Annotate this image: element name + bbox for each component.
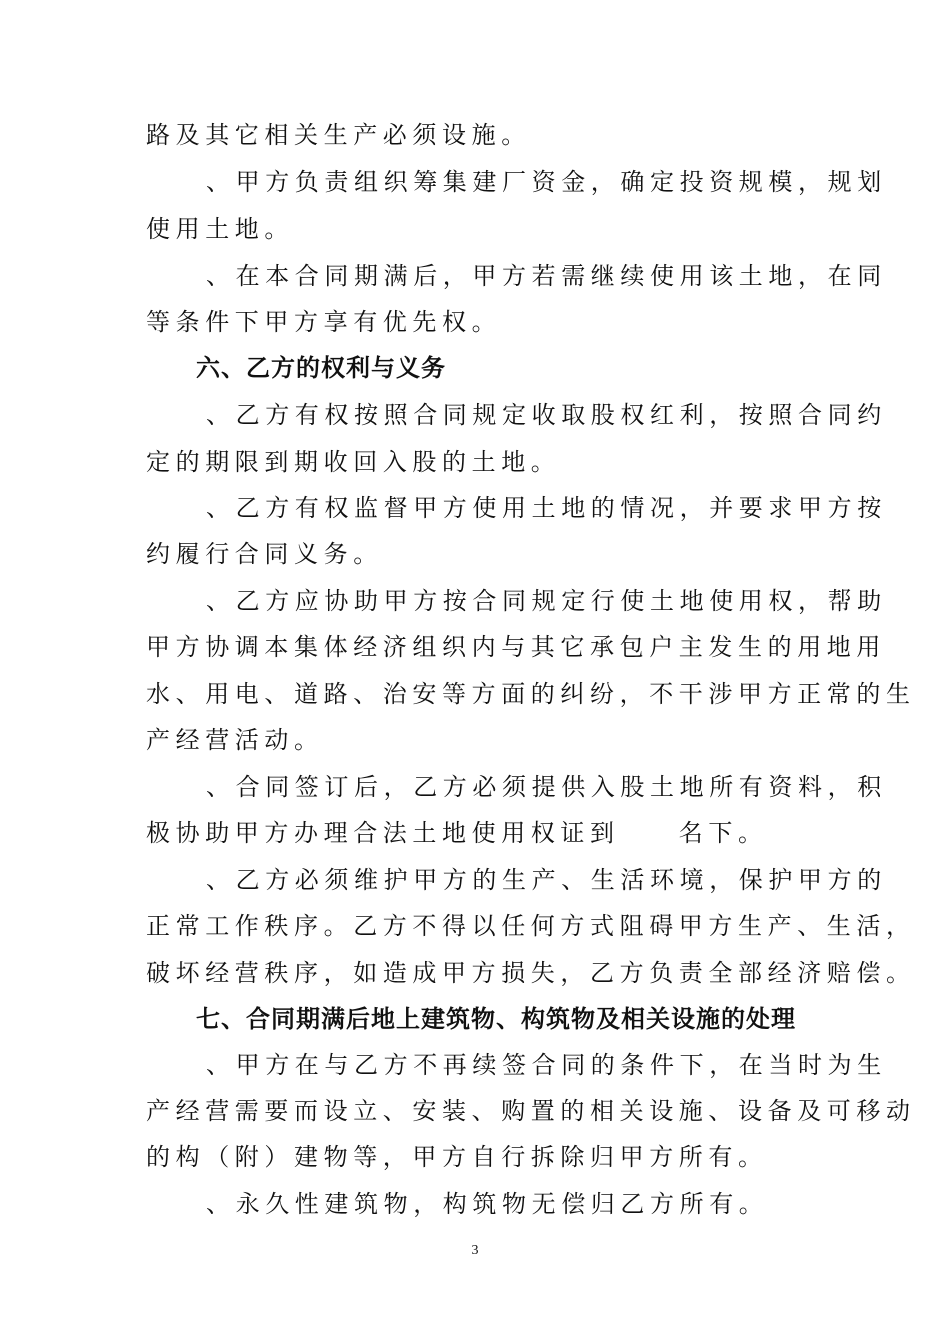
body-text-line: 极协助甲方办理合法土地使用权证到 名下。 [146,819,768,847]
body-text-line: 破坏经营秩序，如造成甲方损失，乙方负责全部经济赔偿。 [146,959,916,987]
clause-item: 、甲方负责组织筹集建厂资金，确定投资规模，规划 [206,168,887,196]
body-text-line: 甲方协调本集体经济组织内与其它承包户主发生的用地用 [146,633,886,661]
body-text-line: 产经营需要而设立、安装、购置的相关设施、设备及可移动 [146,1097,916,1125]
section-heading: 七、合同期满后地上建筑物、构筑物及相关设施的处理 [196,1005,796,1033]
page-number: 3 [471,1243,479,1258]
body-text-line: 定的期限到期收回入股的土地。 [146,448,561,476]
clause-item: 、甲方在与乙方不再续签合同的条件下，在当时为生 [206,1051,887,1079]
body-text-line: 正常工作秩序。乙方不得以任何方式阻碍甲方生产、生活， [146,912,916,940]
body-text-line: 使用土地。 [146,215,294,243]
section-heading: 六、乙方的权利与义务 [196,354,446,382]
clause-item: 、在本合同期满后，甲方若需继续使用该土地，在同 [206,262,887,290]
body-text-line: 约履行合同义务。 [146,540,383,568]
clause-item: 、合同签订后，乙方必须提供入股土地所有资料，积 [206,773,887,801]
clause-item: 、乙方必须维护甲方的生产、生活环境，保护甲方的 [206,866,887,894]
clause-item: 、乙方有权监督甲方使用土地的情况，并要求甲方按 [206,494,887,522]
body-text-line: 的构（附）建物等，甲方自行拆除归甲方所有。 [146,1143,768,1171]
clause-item: 、乙方有权按照合同规定收取股权红利，按照合同约 [206,401,887,429]
body-text-line: 等条件下甲方享有优先权。 [146,308,502,336]
body-text-line: 产经营活动。 [146,726,324,754]
body-text-line: 水、用电、道路、治安等方面的纠纷，不干涉甲方正常的生 [146,680,916,708]
clause-item: 、乙方应协助甲方按合同规定行使土地使用权，帮助 [206,587,887,615]
clause-item: 、永久性建筑物，构筑物无偿归乙方所有。 [206,1190,769,1218]
body-text-line: 路及其它相关生产必须设施。 [146,121,531,149]
